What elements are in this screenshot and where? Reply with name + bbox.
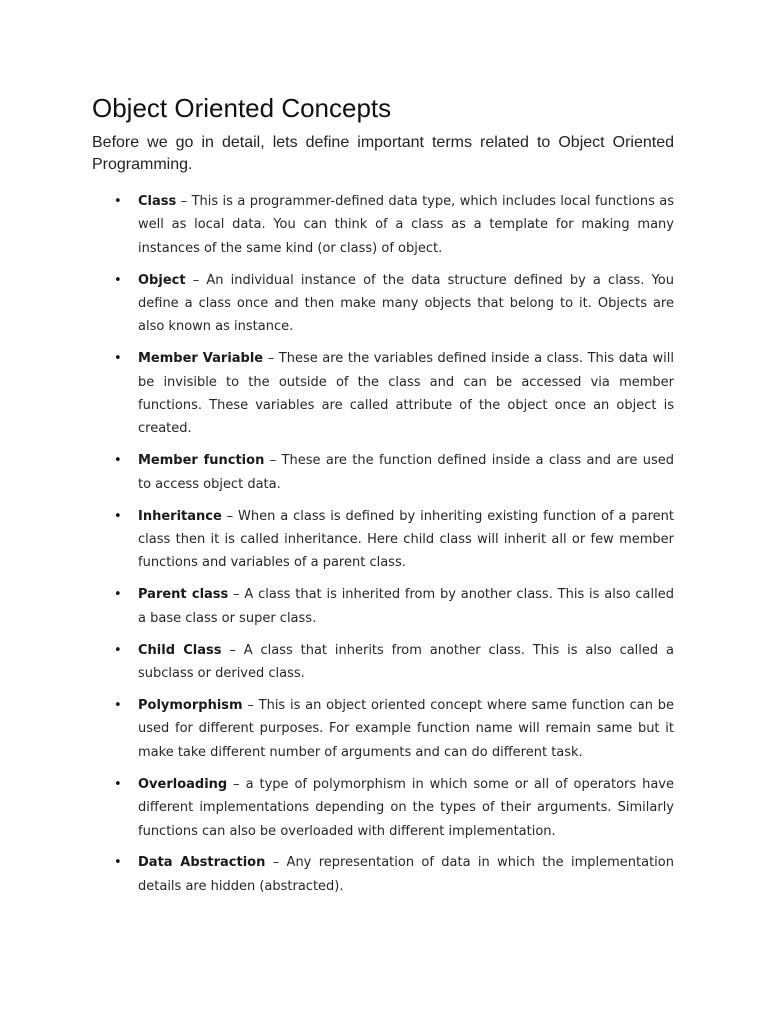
term-name: Member Variable [138, 351, 264, 367]
bullet-icon: • [114, 453, 122, 469]
term-description: – When a class is defined by inheriting existing function of a parent class then it is called inheritance. Here child class will inherit all or few member functions and variables of a parent class. [138, 508, 674, 571]
term-description: – A class that is inherited from by another class. This is also called a base class or super class. [138, 587, 674, 626]
term-description: – This is an object oriented concept where same function can be used for different purposes. For example function name will remain same but it make take different number of arguments and can do different task. [138, 698, 674, 760]
list-item-class [92, 190, 674, 260]
list-item-data-abstraction [92, 851, 674, 898]
bullet-icon: • [114, 508, 122, 524]
term-name: Polymorphism [138, 698, 243, 714]
term-description: – These are the function defined inside a class and are used to access object data. [138, 453, 674, 492]
term-description: – An individual instance of the data structure defined by a class. You define a class once and then make many objects that belong to it. Objects are also known as instance. [138, 272, 674, 335]
term-name: Member function [138, 453, 265, 469]
bullet-icon: • [114, 587, 122, 603]
bullet-icon: • [114, 776, 122, 792]
term-name: Child Class [138, 642, 222, 658]
bullet-icon: • [114, 855, 122, 871]
term-name: Object [138, 272, 186, 288]
intro-paragraph: Before we go in detail, lets define important terms related to Object Oriented Programming. [92, 133, 674, 173]
list-item-member-variable [92, 347, 674, 441]
list-item-object [92, 269, 674, 339]
bullet-icon: • [114, 642, 122, 658]
document-page [92, 92, 674, 907]
list-item-parent-class [92, 583, 674, 630]
term-name: Overloading [138, 776, 228, 792]
bullet-icon: • [114, 272, 122, 288]
term-name: Class [138, 193, 177, 209]
term-name: Inheritance [138, 508, 222, 524]
list-item-overloading [92, 773, 674, 843]
term-description: – A class that inherits from another class. This is also called a subclass or derived class. [138, 642, 674, 682]
list-item-polymorphism [92, 694, 674, 764]
terms-list [92, 190, 674, 898]
term-name: Parent class [138, 587, 229, 603]
term-name: Data Abstraction [138, 855, 266, 871]
list-item-child-class [92, 639, 674, 686]
term-description: – a type of polymorphism in which some or all of operators have different implementations depending on the types of their arguments. Similarly functions can also be overloaded with different implementation. [138, 776, 674, 839]
bullet-icon: • [114, 193, 122, 209]
term-description: – These are the variables defined inside a class. This data will be invisible to the outside of the class and can be accessed via member functions. These variables are called attribute of the object once an object is created. [138, 351, 675, 437]
term-description: – Any representation of data in which the implementation details are hidden (abstracted). [138, 855, 674, 894]
page-title: Object Oriented Concepts [92, 93, 392, 123]
term-description: – This is a programmer-defined data type, which includes local functions as well as local data. You can think of a class as a template for making many instances of the same kind (or class) of object. [138, 193, 674, 256]
bullet-icon: • [114, 351, 122, 367]
list-item-inheritance [92, 505, 674, 575]
bullet-icon: • [114, 698, 122, 714]
list-item-member-function [92, 449, 674, 496]
